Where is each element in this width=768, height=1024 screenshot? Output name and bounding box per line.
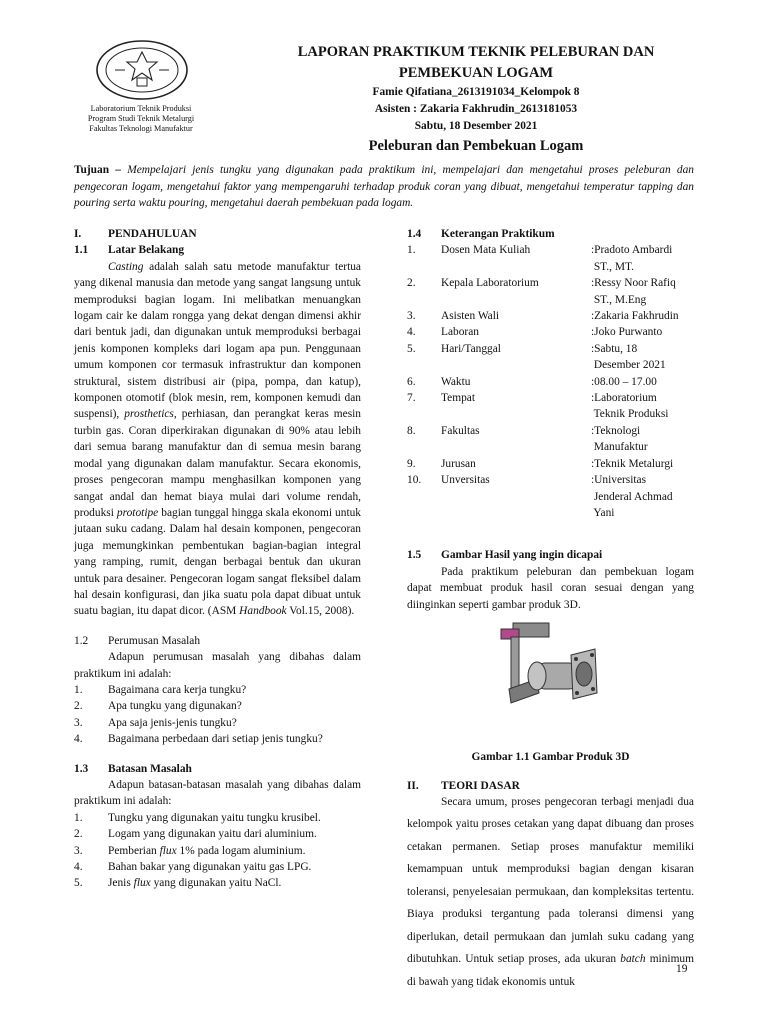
keterangan-row xyxy=(407,456,694,472)
keterangan-value xyxy=(591,324,694,340)
batasan-intro: Adapun batasan-batasan masalah yang dibahas dalam praktikum ini adalah: xyxy=(74,779,361,808)
keterangan-value xyxy=(591,308,694,324)
italic-term: batch xyxy=(620,953,646,966)
list-text xyxy=(108,843,305,859)
keterangan-value xyxy=(591,242,694,275)
report-subtitle: Peleburan dan Pembekuan Logam xyxy=(368,138,584,154)
keterangan-value-line: :Sabtu, 18 xyxy=(591,342,638,355)
report-title-line: PEMBEKUAN LOGAM xyxy=(398,65,554,81)
keterangan-value-line: :08.00 – 17.00 xyxy=(591,375,657,388)
list-number: 4. xyxy=(74,733,83,746)
report-title-line: LAPORAN PRAKTIKUM TEKNIK PELEBURAN DAN xyxy=(297,44,655,60)
keterangan-number: 2. xyxy=(407,277,416,290)
keterangan-number: 6. xyxy=(407,375,416,388)
list-text: Bagaimana cara kerja tungku? xyxy=(108,683,247,696)
body-text: , perhiasan, dan perangkat keras mesin turbin gas. Coran diperkirakan digunakan di 90% atau lebih dari semua barang manufaktur dan di semua mesin barang modal yang digunakan dalam manufaktur. Secara ekonomis, proses pengecoran mampu menghasilkan komponen yang sangat andal dan hemat biaya mulai dari volume rendah, produksi xyxy=(74,408,361,519)
keterangan-value-line: ST., MT. xyxy=(591,260,634,273)
keterangan-value-line: Desember 2021 xyxy=(591,359,666,372)
keterangan-row xyxy=(407,390,694,423)
subsection-number: 1.2 xyxy=(74,634,89,647)
list-text: Tungku yang digunakan yaitu tungku krusibel. xyxy=(108,811,321,824)
keterangan-number: 9. xyxy=(407,457,416,470)
section-heading xyxy=(74,226,361,242)
list-number: 3. xyxy=(74,716,83,729)
keterangan-row xyxy=(407,423,694,456)
keterangan-value-line: :Universitas xyxy=(591,474,647,487)
italic-term: prototipe xyxy=(116,506,159,519)
keterangan-value-line: ST., M.Eng xyxy=(591,293,647,306)
keterangan-value-line: :Teknik Metalurgi xyxy=(591,457,674,470)
keterangan-value-line: :Pradoto Ambardi xyxy=(591,244,673,257)
keterangan-value xyxy=(591,341,694,374)
keterangan-value-line: Teknik Produksi xyxy=(591,408,669,421)
tujuan-label: Tujuan – xyxy=(74,164,121,176)
keterangan-key: Hari/Tanggal xyxy=(441,342,501,355)
keterangan-value xyxy=(591,390,694,423)
list-number: 1. xyxy=(74,683,83,696)
keterangan-row xyxy=(407,324,694,340)
subsection-number: 1.4 xyxy=(407,228,422,240)
keterangan-value-line: :Ressy Noor Rafiq xyxy=(591,277,676,290)
keterangan-value-line: Manufaktur xyxy=(591,441,648,454)
keterangan-key: Laboran xyxy=(441,326,479,339)
keterangan-number: 10. xyxy=(407,474,422,487)
keterangan-number: 1. xyxy=(407,244,416,257)
keterangan-value-line: Jenderal Achmad xyxy=(591,490,673,503)
list-text: Apa saja jenis-jenis tungku? xyxy=(108,716,237,729)
keterangan-key: Fakultas xyxy=(441,424,480,437)
list-number: 2. xyxy=(74,828,83,841)
report-header xyxy=(240,42,712,157)
keterangan-value-line: :Laboratorium xyxy=(591,392,657,405)
list-text: Logam yang digunakan yaitu dari aluminium. xyxy=(108,828,317,841)
keterangan-key: Unversitas xyxy=(441,474,490,487)
body-text: adalah salah satu metode manufaktur tertua yang dikenal manusia dan metode yang sangat langsung untuk memproduksi bagian logam. Ini melibatkan menuangkan logam cair ke dalam rongga yang dekat dengan dimensi akhir dari bentuk jadi, dan digunakan untuk memproduksi berbagai jenis komponen kompleks dari logam apa pun. Penggunaan umum komponen cor termasuk infrastruktur dan komponen struktural, sistem distribusi air (pipa, pompa, dan katup), komponen otomotif (blok mesin, rem, komponen kemudi dan suspensi), xyxy=(74,260,361,421)
subsection-heading xyxy=(407,226,694,242)
keterangan-number: 7. xyxy=(407,392,416,405)
list-text xyxy=(108,875,281,891)
list-text: Apa tungku yang digunakan? xyxy=(108,700,242,713)
keterangan-row xyxy=(407,275,694,308)
teori-paragraph xyxy=(407,791,694,994)
body-text: Vol.15, 2008). xyxy=(289,605,355,618)
left-column xyxy=(74,226,361,892)
subsection-title: Latar Belakang xyxy=(108,244,185,257)
keterangan-row xyxy=(407,374,694,390)
keterangan-value-line: :Zakaria Fakhrudin xyxy=(591,310,679,323)
product-3d-image xyxy=(491,619,611,719)
section-number: I. xyxy=(74,228,82,240)
keterangan-number: 4. xyxy=(407,326,416,339)
list-item xyxy=(74,826,361,842)
list-number: 5. xyxy=(74,877,83,890)
latar-belakang-paragraph xyxy=(74,259,361,620)
lab-line: Laboratorium Teknik Produksi xyxy=(90,104,192,113)
keterangan-value xyxy=(591,275,694,308)
keterangan-table xyxy=(407,242,694,521)
list-text-part: yang digunakan yaitu NaCl. xyxy=(153,877,282,890)
list-text: Bagaimana perbedaan dari setiap jenis tungku? xyxy=(108,733,323,746)
keterangan-value-line: :Teknologi xyxy=(591,424,641,437)
keterangan-key: Tempat xyxy=(441,392,475,405)
list-text-part: 1% pada logam aluminium. xyxy=(179,844,306,857)
keterangan-key: Asisten Wali xyxy=(441,310,500,323)
subsection-title: Perumusan Masalah xyxy=(108,634,201,647)
page-number: 19 xyxy=(676,963,688,975)
gambar-paragraph: Pada praktikum peleburan dan pembekuan logam dapat membuat produk hasil coran sesuai dengan yang diinginkan seperti gambar produk 3D. xyxy=(407,565,694,611)
keterangan-number: 8. xyxy=(407,424,416,437)
list-number: 4. xyxy=(74,861,83,874)
author-line: Famie Qifatiana_2613191034_Kelompok 8 xyxy=(372,86,580,98)
subsection-number: 1.1 xyxy=(74,244,89,257)
keterangan-key: Kepala Laboratorium xyxy=(441,277,539,290)
keterangan-number: 5. xyxy=(407,342,416,355)
keterangan-key: Jurusan xyxy=(441,457,476,470)
subsection-heading xyxy=(407,547,694,563)
italic-term: Casting xyxy=(108,260,144,273)
keterangan-value-line: :Joko Purwanto xyxy=(591,326,663,339)
university-logo-icon xyxy=(95,38,190,102)
list-item xyxy=(74,843,361,859)
product-3d-figure xyxy=(407,613,694,743)
keterangan-row xyxy=(407,341,694,374)
list-number: 3. xyxy=(74,844,83,857)
right-column xyxy=(407,226,694,993)
italic-term: Handbook xyxy=(239,605,287,618)
rumusan-intro: Adapun perumusan masalah yang dibahas dalam praktikum ini adalah: xyxy=(74,651,361,680)
keterangan-value xyxy=(591,472,694,521)
subsection-heading xyxy=(74,242,361,258)
italic-term: flux xyxy=(133,877,151,890)
subsection-title: Batasan Masalah xyxy=(108,762,192,775)
list-number: 1. xyxy=(74,811,83,824)
subsection-heading xyxy=(74,761,361,777)
subsection-title: Keterangan Praktikum xyxy=(441,228,555,240)
keterangan-row xyxy=(407,472,694,521)
italic-term: prosthetics xyxy=(124,408,174,421)
lab-affiliation xyxy=(56,104,226,134)
list-item xyxy=(74,682,361,698)
list-item xyxy=(74,859,361,875)
subsection-number: 1.3 xyxy=(74,762,89,775)
keterangan-value-line: Yani xyxy=(591,506,615,519)
section-title: PENDAHULUAN xyxy=(108,228,197,240)
keterangan-key: Dosen Mata Kuliah xyxy=(441,244,531,257)
body-text: minimum di bawah yang tidak ekonomis untuk xyxy=(407,953,694,988)
keterangan-value xyxy=(591,456,694,472)
list-text-part: Jenis xyxy=(108,877,131,890)
tujuan-text: Mempelajari jenis tungku yang digunakan pada praktikum ini, mempelajari dan mengetahui proses peleburan dan pengecoran logam, mengetahui faktor yang mempengaruhi terhadap produk coran yang dibuat, mengetahui temperatur tapping dan pouring serta waktu pouring, mengetahui daerah pembekuan pada logam. xyxy=(74,164,694,209)
italic-term: flux xyxy=(159,844,177,857)
list-text-part: Pemberian xyxy=(108,844,157,857)
subsection-heading xyxy=(74,633,361,649)
keterangan-row xyxy=(407,242,694,275)
keterangan-value xyxy=(591,374,694,390)
list-item xyxy=(74,875,361,891)
assistant-line: Asisten : Zakaria Fakhrudin_2613181053 xyxy=(374,103,578,115)
body-text: Secara umum, proses pengecoran terbagi menjadi dua kelompok yaitu proses cetakan yang dapat dibuang dan proses cetakan permanen. Setiap proses manufaktur memiliki kemampuan untuk memproduksi bagian dengan kisaran toleransi, penyelesaian permukaan, dan kompleksitas tertentu. Biaya produksi tergantung pada toleransi dimensi yang diperlukan, detail permukaan dan jumlah suku cadang yang dibutuhkan. Untuk setiap proses, ada ukuran xyxy=(407,795,694,966)
keterangan-key: Waktu xyxy=(441,375,471,388)
list-item xyxy=(74,731,361,747)
body-text: bagian tunggal hingga skala ekonomi untuk jutaan suku cadang. Dalam hal desain komponen, pengecoran juga memungkinkan pembentukan bagian-bagian integral yang ramping, rumit, dengan berbagai bentuk dan ukuran untuk para desainer. Pengecoran logam sangat fleksibel dalam hal desain konfigurasi, dan jika suatu pola dapat dibuat untuk suatu bagian, itu dapat dicor. (ASM xyxy=(74,506,362,618)
keterangan-value xyxy=(591,423,694,456)
subsection-title: Gambar Hasil yang ingin dicapai xyxy=(441,549,603,562)
list-item xyxy=(74,698,361,714)
list-number: 2. xyxy=(74,700,83,713)
keterangan-row xyxy=(407,308,694,324)
tujuan-paragraph xyxy=(74,162,694,212)
list-item xyxy=(74,715,361,731)
lab-line: Program Studi Teknik Metalurgi xyxy=(87,114,195,123)
list-text: Bahan bakar yang digunakan yaitu gas LPG. xyxy=(108,861,312,874)
section-number: II. xyxy=(407,780,419,793)
subsection-number: 1.5 xyxy=(407,549,422,562)
lab-line: Fakultas Teknologi Manufaktur xyxy=(89,124,193,133)
section-title: TEORI DASAR xyxy=(441,780,520,793)
list-item xyxy=(74,810,361,826)
figure-caption: Gambar 1.1 Gambar Produk 3D xyxy=(471,750,630,763)
keterangan-number: 3. xyxy=(407,310,416,323)
date-line: Sabtu, 18 Desember 2021 xyxy=(414,120,538,132)
